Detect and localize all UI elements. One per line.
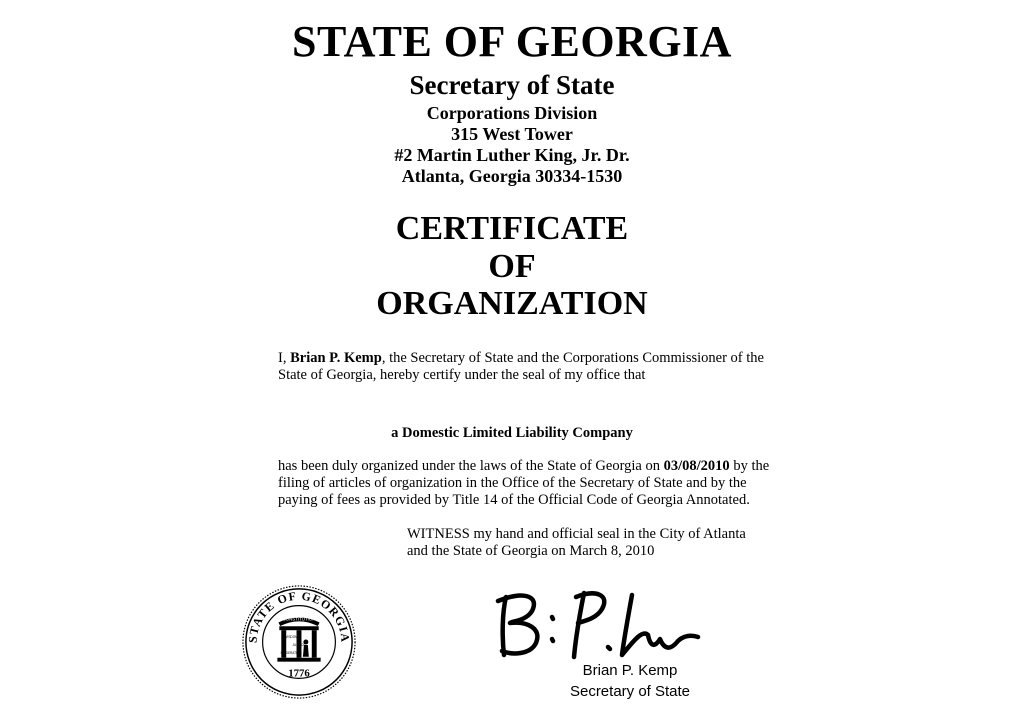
signer-name: Brian P. Kemp	[582, 662, 678, 679]
witness-line2: and the State of Georgia on March 8, 2010	[407, 543, 655, 559]
certification-prefix: I,	[278, 350, 291, 366]
seal-year: 1776	[288, 667, 310, 680]
certification-line1-rest: , the Secretary of State and the Corporations Commissioner of the	[381, 350, 764, 366]
secretary-name: Brian P. Kemp	[290, 350, 382, 366]
organized-line2: filing of articles of organization in the Office of the Secretary of State and by the	[278, 475, 747, 491]
handwritten-signature	[492, 583, 702, 668]
seal-ring-text: STATE OF GEORGIA	[245, 588, 353, 644]
certification-line2: State of Georgia, hereby certify under the seal of my office that	[278, 367, 646, 383]
organized-line1-suffix: by the	[729, 458, 770, 474]
certificate-title-line3: ORGANIZATION	[376, 285, 648, 322]
organization-date: 03/08/2010	[663, 458, 730, 474]
certificate-title-line2: OF	[488, 248, 536, 285]
organized-line3: paying of fees as provided by Title 14 of the Official Code of Georgia Annotated.	[278, 492, 750, 508]
company-type: a Domestic Limited Liability Company	[391, 425, 633, 441]
certification-line1	[278, 350, 778, 367]
seal-justice-text: JUSTICE	[292, 642, 306, 647]
state-seal	[240, 583, 358, 701]
organized-line1-prefix: has been duly organized under the laws of the State of Georgia on	[278, 458, 664, 474]
seal-moderation-text: MODERATION	[280, 650, 302, 655]
city-line: Atlanta, Georgia 30334-1530	[401, 166, 623, 186]
seal-wisdom-text: WISDOM	[284, 635, 298, 640]
street-line: #2 Martin Luther King, Jr. Dr.	[394, 145, 630, 165]
building-line: 315 West Tower	[451, 124, 573, 144]
certificate-title-line1: CERTIFICATE	[395, 210, 629, 247]
division-line: Corporations Division	[426, 103, 598, 123]
signer-title: Secretary of State	[569, 683, 691, 700]
witness-block	[407, 526, 746, 560]
witness-line1: WITNESS my hand and official seal in the City of Atlanta	[407, 526, 746, 542]
organized-paragraph	[278, 458, 778, 509]
certification-paragraph	[278, 350, 778, 384]
seal-banner-text: CONSTITUTION	[282, 616, 316, 622]
state-heading: STATE OF GEORGIA	[292, 17, 732, 66]
office-heading: Secretary of State	[409, 70, 615, 100]
organized-line1	[278, 458, 778, 475]
